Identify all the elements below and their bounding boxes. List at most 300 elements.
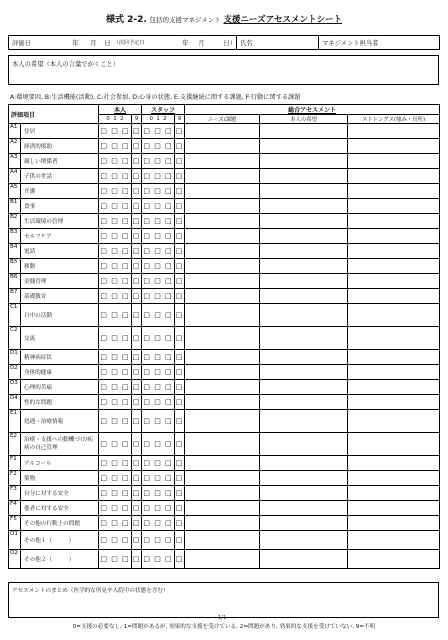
needs-cell[interactable] — [185, 350, 260, 365]
self-unknown-box[interactable]: □ — [132, 531, 142, 550]
strengths-cell[interactable] — [348, 184, 440, 199]
staff-unknown-box[interactable]: □ — [175, 139, 185, 154]
self-score-boxes[interactable]: □ □ □ — [99, 259, 132, 274]
staff-score-boxes[interactable]: □ □ □ — [142, 471, 175, 486]
wish-cell[interactable] — [260, 365, 348, 380]
item-label: その他２（ ） — [21, 550, 99, 569]
self-unknown-box[interactable]: □ — [132, 184, 142, 199]
needs-cell[interactable] — [185, 154, 260, 169]
staff-score-boxes[interactable]: □ □ □ — [142, 380, 175, 395]
self-score-boxes[interactable]: □ □ □ — [99, 410, 132, 433]
self-score-boxes[interactable]: □ □ □ — [99, 380, 132, 395]
self-score-boxes[interactable]: □ □ □ — [99, 184, 132, 199]
wish-cell[interactable] — [260, 274, 348, 289]
item-label: 住居 — [21, 124, 99, 139]
staff-score-boxes[interactable]: □ □ □ — [142, 274, 175, 289]
strengths-cell[interactable] — [348, 274, 440, 289]
self-unknown-box[interactable]: □ — [132, 471, 142, 486]
self-score-boxes[interactable]: □ □ □ — [99, 244, 132, 259]
item-label: 身体的健康 — [21, 365, 99, 380]
table-row — [9, 456, 440, 471]
item-code: A4 — [9, 169, 21, 184]
staff-unknown-box[interactable]: □ — [175, 395, 185, 410]
strengths-cell[interactable] — [348, 327, 440, 350]
item-code: B5 — [9, 259, 21, 274]
wish-cell[interactable] — [260, 395, 348, 410]
self-score-boxes[interactable]: □ □ □ — [99, 169, 132, 184]
strengths-cell[interactable] — [348, 229, 440, 244]
needs-header: ニーズ/課題 — [185, 115, 260, 124]
table-row — [9, 327, 440, 350]
item-code: C1 — [9, 304, 21, 327]
item-label: その他の行動上の問題 — [21, 516, 99, 531]
table-row — [9, 259, 440, 274]
assessment-table — [8, 104, 440, 569]
needs-cell[interactable] — [185, 199, 260, 214]
needs-cell[interactable] — [185, 516, 260, 531]
self-unknown-box[interactable]: □ — [132, 274, 142, 289]
staff-score-boxes[interactable]: □ □ □ — [142, 244, 175, 259]
self-score-boxes[interactable]: □ □ □ — [99, 531, 132, 550]
item-code: B2 — [9, 214, 21, 229]
needs-cell[interactable] — [185, 289, 260, 304]
staff-unknown-box[interactable]: □ — [175, 274, 185, 289]
staff-unknown-box[interactable]: □ — [175, 501, 185, 516]
table-row — [9, 531, 440, 550]
needs-cell[interactable] — [185, 486, 260, 501]
strengths-cell[interactable] — [348, 550, 440, 569]
needs-cell[interactable] — [185, 259, 260, 274]
scale-footer: 0=支援の必要なし, 1=問題があるが, 効果的な支援を受けている, 2=問題があり, 効果的な支援を受けていない, 9=不明 — [72, 624, 376, 630]
staff-unknown-box[interactable]: □ — [175, 456, 185, 471]
item-label: 電話 — [21, 244, 99, 259]
staff-unknown-box[interactable]: □ — [175, 380, 185, 395]
item-code: F5 — [9, 516, 21, 531]
staff-unknown-box[interactable]: □ — [175, 289, 185, 304]
self-score-boxes[interactable]: □ □ □ — [99, 304, 132, 327]
eval-day-field[interactable]: 日 — [97, 36, 111, 50]
staff-unknown-box[interactable]: □ — [175, 169, 185, 184]
staff-score-boxes[interactable]: □ □ □ — [142, 365, 175, 380]
staff-score-boxes[interactable]: □ □ □ — [142, 327, 175, 350]
self-score-boxes[interactable]: □ □ □ — [99, 154, 132, 169]
table-row — [9, 274, 440, 289]
self-unknown-box[interactable]: □ — [132, 501, 142, 516]
wish-cell[interactable] — [260, 471, 348, 486]
wish-header: 本人の希望 — [260, 115, 348, 124]
summary-label: アセスメントのまとめ（医学的な所見や入院中の状態を含む） — [12, 588, 169, 594]
category-legend: A:環境要因, B:生活機能(活動), C:社会参加, D:心身の状態, E:支援継続に関する課題, F:行動に関する課題 — [10, 94, 301, 101]
strengths-cell[interactable] — [348, 531, 440, 550]
item-label: 治療・支援への動機づけ/疾病の自己管理 — [21, 433, 99, 456]
staff-score-boxes[interactable]: □ □ □ — [142, 214, 175, 229]
self-score-boxes[interactable]: □ □ □ — [99, 350, 132, 365]
wish-cell[interactable] — [260, 486, 348, 501]
item-label: 生活環境の管理 — [21, 214, 99, 229]
staff-unknown-box[interactable]: □ — [175, 229, 185, 244]
needs-cell[interactable] — [185, 471, 260, 486]
self-unknown-box[interactable]: □ — [132, 550, 142, 569]
table-row — [9, 244, 440, 259]
header-table — [8, 35, 440, 50]
staff-header: スタッフ — [151, 107, 176, 114]
self-unknown-box[interactable]: □ — [132, 154, 142, 169]
item-code: A1 — [9, 124, 21, 139]
assessment-summary-field[interactable] — [8, 582, 439, 618]
item-code: A3 — [9, 154, 21, 169]
eval-month-field[interactable]: 月 — [79, 36, 97, 50]
staff-score-boxes[interactable]: □ □ □ — [142, 169, 175, 184]
wish-cell[interactable] — [260, 154, 348, 169]
staff-unknown-box[interactable]: □ — [175, 154, 185, 169]
form-main-title: 支援ニーズアセスメントシート — [223, 15, 343, 25]
strengths-cell[interactable] — [348, 169, 440, 184]
self-score-boxes[interactable]: □ □ □ — [99, 365, 132, 380]
needs-cell[interactable] — [185, 501, 260, 516]
strengths-cell[interactable] — [348, 124, 440, 139]
staff-score-boxes[interactable]: □ □ □ — [142, 199, 175, 214]
needs-cell[interactable] — [185, 304, 260, 327]
self-score-boxes[interactable]: □ □ □ — [99, 199, 132, 214]
table-row — [9, 471, 440, 486]
staff-unknown-box[interactable]: □ — [175, 365, 185, 380]
needs-cell[interactable] — [185, 410, 260, 433]
item-label: 心理的苦痛 — [21, 380, 99, 395]
staff-score-boxes[interactable]: □ □ □ — [142, 433, 175, 456]
next-day-field[interactable]: 日） — [205, 36, 237, 50]
form-number: 様式 2-2. — [105, 15, 147, 25]
overall-header: 総合アセスメント — [288, 107, 337, 114]
manager-label[interactable]: マネジメント担当者 — [319, 36, 440, 50]
staff-unknown-box[interactable]: □ — [175, 214, 185, 229]
self-unknown-box[interactable]: □ — [132, 124, 142, 139]
self-unknown-box[interactable]: □ — [132, 214, 142, 229]
next-month-field[interactable]: 月 — [189, 36, 205, 50]
self-score-boxes[interactable]: □ □ □ — [99, 327, 132, 350]
needs-cell[interactable] — [185, 456, 260, 471]
staff-score-boxes[interactable]: □ □ □ — [142, 304, 175, 327]
strengths-cell[interactable] — [348, 380, 440, 395]
table-row — [9, 154, 440, 169]
staff-score-boxes[interactable]: □ □ □ — [142, 154, 175, 169]
wish-field[interactable] — [8, 55, 439, 85]
self-unknown-box[interactable]: □ — [132, 169, 142, 184]
self-score-boxes[interactable]: □ □ □ — [99, 550, 132, 569]
item-label: 金銭管理 — [21, 274, 99, 289]
self-unknown-box[interactable]: □ — [132, 304, 142, 327]
needs-cell[interactable] — [185, 139, 260, 154]
needs-cell[interactable] — [185, 327, 260, 350]
staff-score-boxes[interactable]: □ □ □ — [142, 531, 175, 550]
item-label: 日中の活動 — [21, 304, 99, 327]
strengths-cell[interactable] — [348, 154, 440, 169]
needs-cell[interactable] — [185, 365, 260, 380]
item-code: B3 — [9, 229, 21, 244]
item-label: セルフケア — [21, 229, 99, 244]
table-row — [9, 501, 440, 516]
staff-score-boxes[interactable]: □ □ □ — [142, 516, 175, 531]
staff-unknown-box[interactable]: □ — [175, 327, 185, 350]
staff-score-boxes[interactable]: □ □ □ — [142, 229, 175, 244]
strengths-cell[interactable] — [348, 304, 440, 327]
staff-unknown-box[interactable]: □ — [175, 410, 185, 433]
strengths-cell[interactable] — [348, 471, 440, 486]
item-label: 介護 — [21, 184, 99, 199]
item-label: 性的な問題 — [21, 395, 99, 410]
strengths-header: ストレングス(強み・長所) — [348, 115, 440, 124]
wish-cell[interactable] — [260, 139, 348, 154]
needs-cell[interactable] — [185, 184, 260, 199]
table-row — [9, 433, 440, 456]
item-code: E1 — [9, 410, 21, 433]
wish-cell[interactable] — [260, 550, 348, 569]
needs-cell[interactable] — [185, 124, 260, 139]
wish-cell[interactable] — [260, 516, 348, 531]
self-score-boxes[interactable]: □ □ □ — [99, 124, 132, 139]
table-row — [9, 516, 440, 531]
staff-score-boxes[interactable]: □ □ □ — [142, 410, 175, 433]
self-score-boxes[interactable]: □ □ □ — [99, 501, 132, 516]
strengths-cell[interactable] — [348, 501, 440, 516]
needs-cell[interactable] — [185, 380, 260, 395]
item-code: D3 — [9, 380, 21, 395]
eval-year-field[interactable]: 年 — [57, 36, 79, 50]
self-score-boxes[interactable]: □ □ □ — [99, 433, 132, 456]
wish-cell[interactable] — [260, 350, 348, 365]
item-header: 評価項目 — [9, 105, 99, 124]
self-unknown-box[interactable]: □ — [132, 327, 142, 350]
item-label: その他１（ ） — [21, 531, 99, 550]
self-score-boxes[interactable]: □ □ □ — [99, 471, 132, 486]
strengths-cell[interactable] — [348, 199, 440, 214]
wish-cell[interactable] — [260, 229, 348, 244]
item-code: B6 — [9, 274, 21, 289]
table-row — [9, 229, 440, 244]
self-score-boxes[interactable]: □ □ □ — [99, 289, 132, 304]
needs-cell[interactable] — [185, 531, 260, 550]
item-code: F2 — [9, 471, 21, 486]
strengths-cell[interactable] — [348, 410, 440, 433]
strengths-cell[interactable] — [348, 139, 440, 154]
self-score-boxes[interactable]: □ □ □ — [99, 486, 132, 501]
wish-cell[interactable] — [260, 304, 348, 327]
item-code: D1 — [9, 350, 21, 365]
needs-cell[interactable] — [185, 169, 260, 184]
staff-score-boxes[interactable]: □ □ □ — [142, 124, 175, 139]
staff-score-boxes[interactable]: □ □ □ — [142, 139, 175, 154]
self-unknown-box[interactable]: □ — [132, 486, 142, 501]
wish-cell[interactable] — [260, 199, 348, 214]
staff-unknown-box[interactable]: □ — [175, 184, 185, 199]
item-label: 子供の世話 — [21, 169, 99, 184]
table-row — [9, 365, 440, 380]
item-label: 薬物 — [21, 471, 99, 486]
eval-date-label: 評価日 — [9, 36, 57, 50]
item-code: A2 — [9, 139, 21, 154]
needs-cell[interactable] — [185, 395, 260, 410]
self-scale: 0 1 2 — [99, 115, 132, 124]
self-header: 本人 — [114, 107, 127, 114]
table-row — [9, 486, 440, 501]
self-unknown-box[interactable]: □ — [132, 365, 142, 380]
needs-cell[interactable] — [185, 274, 260, 289]
self-unknown-box[interactable]: □ — [132, 433, 142, 456]
self-score-boxes[interactable]: □ □ □ — [99, 516, 132, 531]
needs-cell[interactable] — [185, 214, 260, 229]
staff-score-boxes[interactable]: □ □ □ — [142, 501, 175, 516]
strengths-cell[interactable] — [348, 433, 440, 456]
staff-unknown-box[interactable]: □ — [175, 124, 185, 139]
staff-score-boxes[interactable]: □ □ □ — [142, 184, 175, 199]
item-code: F3 — [9, 486, 21, 501]
item-label: 基礎教育 — [21, 289, 99, 304]
staff-unknown-box[interactable]: □ — [175, 199, 185, 214]
table-row — [9, 199, 440, 214]
staff-unknown-box[interactable]: □ — [175, 531, 185, 550]
item-code: C2 — [9, 327, 21, 350]
wish-cell[interactable] — [260, 289, 348, 304]
self-score-boxes[interactable]: □ □ □ — [99, 214, 132, 229]
table-row — [9, 380, 440, 395]
wish-cell[interactable] — [260, 184, 348, 199]
staff-unknown-box[interactable]: □ — [175, 244, 185, 259]
self-score-boxes[interactable]: □ □ □ — [99, 139, 132, 154]
strengths-cell[interactable] — [348, 289, 440, 304]
table-row — [9, 184, 440, 199]
wish-cell[interactable] — [260, 214, 348, 229]
self-score-boxes[interactable]: □ □ □ — [99, 395, 132, 410]
table-row — [9, 350, 440, 365]
needs-cell[interactable] — [185, 550, 260, 569]
item-code: F4 — [9, 501, 21, 516]
strengths-cell[interactable] — [348, 456, 440, 471]
item-code: O1 — [9, 531, 21, 550]
self-unknown-box[interactable]: □ — [132, 516, 142, 531]
self-unknown-box[interactable]: □ — [132, 139, 142, 154]
staff-scale-9: 9 — [175, 115, 185, 124]
staff-score-boxes[interactable]: □ □ □ — [142, 395, 175, 410]
table-row — [9, 395, 440, 410]
item-label: 移動 — [21, 259, 99, 274]
wish-cell[interactable] — [260, 433, 348, 456]
strengths-cell[interactable] — [348, 214, 440, 229]
item-label: 経済的援助 — [21, 139, 99, 154]
staff-unknown-box[interactable]: □ — [175, 486, 185, 501]
item-code: E2 — [9, 433, 21, 456]
table-row — [9, 139, 440, 154]
staff-unknown-box[interactable]: □ — [175, 550, 185, 569]
table-row — [9, 410, 440, 433]
needs-cell[interactable] — [185, 229, 260, 244]
wish-cell[interactable] — [260, 501, 348, 516]
item-code: B1 — [9, 199, 21, 214]
staff-scale: 0 1 2 — [142, 115, 175, 124]
self-score-boxes[interactable]: □ □ □ — [99, 274, 132, 289]
table-row — [9, 304, 440, 327]
wish-cell[interactable] — [260, 380, 348, 395]
staff-score-boxes[interactable]: □ □ □ — [142, 350, 175, 365]
self-unknown-box[interactable]: □ — [132, 395, 142, 410]
form-subtitle: 包括的支援マネジメント — [149, 16, 221, 24]
staff-unknown-box[interactable]: □ — [175, 471, 185, 486]
wish-cell[interactable] — [260, 456, 348, 471]
staff-score-boxes[interactable]: □ □ □ — [142, 456, 175, 471]
staff-score-boxes[interactable]: □ □ □ — [142, 289, 175, 304]
form-title — [0, 12, 448, 25]
staff-unknown-box[interactable]: □ — [175, 350, 185, 365]
table-row — [9, 124, 440, 139]
item-code: A5 — [9, 184, 21, 199]
self-score-boxes[interactable]: □ □ □ — [99, 456, 132, 471]
table-row — [9, 214, 440, 229]
self-unknown-box[interactable]: □ — [132, 199, 142, 214]
item-label: 食事 — [21, 199, 99, 214]
wish-cell[interactable] — [260, 531, 348, 550]
wish-cell[interactable] — [260, 169, 348, 184]
wish-cell[interactable] — [260, 327, 348, 350]
item-code: D4 — [9, 395, 21, 410]
needs-cell[interactable] — [185, 244, 260, 259]
item-label: 交流 — [21, 327, 99, 350]
staff-unknown-box[interactable]: □ — [175, 259, 185, 274]
page-number: 1/1 — [218, 615, 227, 621]
name-label[interactable]: 氏名 — [237, 36, 319, 50]
item-code: B7 — [9, 289, 21, 304]
self-unknown-box[interactable]: □ — [132, 244, 142, 259]
staff-score-boxes[interactable]: □ □ □ — [142, 550, 175, 569]
strengths-cell[interactable] — [348, 350, 440, 365]
wish-cell[interactable] — [260, 244, 348, 259]
item-label: アルコール — [21, 456, 99, 471]
table-row — [9, 289, 440, 304]
needs-cell[interactable] — [185, 433, 260, 456]
next-date-label: （次回予定日 — [111, 36, 167, 50]
self-unknown-box[interactable]: □ — [132, 289, 142, 304]
strengths-cell[interactable] — [348, 486, 440, 501]
self-unknown-box[interactable]: □ — [132, 350, 142, 365]
wish-label: 本人の希望（本人の言葉でかくこと） — [12, 61, 120, 68]
item-label: 精神病症状 — [21, 350, 99, 365]
self-unknown-box[interactable]: □ — [132, 380, 142, 395]
wish-cell[interactable] — [260, 259, 348, 274]
strengths-cell[interactable] — [348, 259, 440, 274]
wish-cell[interactable] — [260, 124, 348, 139]
staff-unknown-box[interactable]: □ — [175, 433, 185, 456]
next-year-field[interactable]: 年 — [167, 36, 189, 50]
self-score-boxes[interactable]: □ □ □ — [99, 229, 132, 244]
strengths-cell[interactable] — [348, 365, 440, 380]
staff-unknown-box[interactable]: □ — [175, 516, 185, 531]
item-code: F1 — [9, 456, 21, 471]
self-unknown-box[interactable]: □ — [132, 410, 142, 433]
strengths-cell[interactable] — [348, 244, 440, 259]
strengths-cell[interactable] — [348, 395, 440, 410]
staff-score-boxes[interactable]: □ □ □ — [142, 486, 175, 501]
item-label: 処遇・治療情報 — [21, 410, 99, 433]
staff-unknown-box[interactable]: □ — [175, 304, 185, 327]
self-unknown-box[interactable]: □ — [132, 229, 142, 244]
self-unknown-box[interactable]: □ — [132, 456, 142, 471]
wish-cell[interactable] — [260, 410, 348, 433]
table-row — [9, 169, 440, 184]
staff-score-boxes[interactable]: □ □ □ — [142, 259, 175, 274]
strengths-cell[interactable] — [348, 516, 440, 531]
table-row — [9, 550, 440, 569]
self-unknown-box[interactable]: □ — [132, 259, 142, 274]
item-code: B4 — [9, 244, 21, 259]
item-label: 他者に対する安全 — [21, 501, 99, 516]
item-code: O2 — [9, 550, 21, 569]
